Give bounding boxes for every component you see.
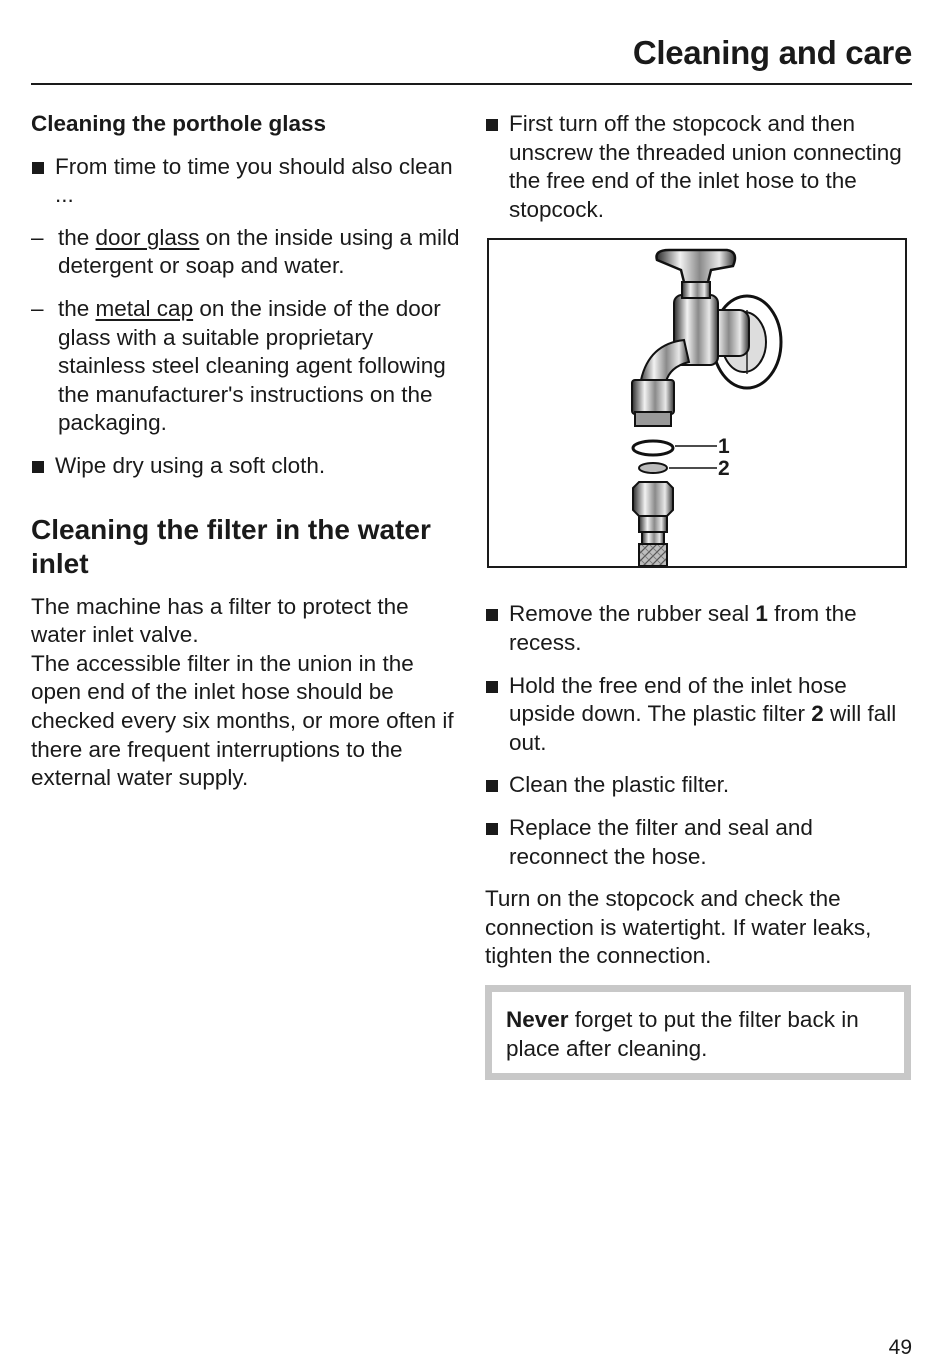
header-divider <box>31 83 912 85</box>
step-turn-off-stopcock <box>485 110 915 224</box>
warning-note-box <box>485 985 911 1080</box>
wipe-dry-text: Wipe dry using a soft cloth. <box>55 452 326 478</box>
step-hold-hose <box>485 672 915 758</box>
dash-icon: – <box>31 295 44 321</box>
warning-note-bold: Never <box>506 1006 569 1032</box>
bullet-square-icon <box>486 780 498 792</box>
step-remove-seal <box>485 600 915 657</box>
porthole-intro-item <box>31 153 461 210</box>
step-remove-seal-number: 1 <box>755 601 768 627</box>
bullet-square-icon <box>486 681 498 693</box>
porthole-heading: Cleaning the porthole glass <box>31 111 327 136</box>
rubber-seal <box>633 441 673 455</box>
metal-cap-term: metal cap <box>95 295 194 321</box>
plastic-filter <box>639 463 667 473</box>
callout-label-1: 1 <box>718 435 730 459</box>
closing-paragraph: Turn on the stopcock and check the connection is watertight. If water leaks, tighten the connection. <box>485 886 872 969</box>
step-hold-hose-before: Hold the free end of the inlet hose upside down. The plastic filter <box>509 672 847 727</box>
page-number: 49 <box>888 1336 912 1359</box>
filter-section-heading: Cleaning the filter in the water inlet <box>31 513 431 579</box>
left-column <box>31 110 461 793</box>
filter-paragraph-2: The accessible filter in the union in the open end of the inlet hose should be checked every six months, or more often if there are frequent interruptions to the external water supply. <box>31 650 454 791</box>
step-clean-filter <box>485 771 915 800</box>
metal-cap-item <box>31 295 461 438</box>
door-glass-item <box>31 224 461 281</box>
page-header-title: Cleaning and care <box>632 34 912 71</box>
step-replace-filter <box>485 814 915 871</box>
door-glass-term: door glass <box>95 224 200 250</box>
step-replace-filter-text: Replace the filter and seal and reconnect the hose. <box>509 814 813 869</box>
wipe-dry-item <box>31 452 461 481</box>
stopcock-illustration <box>487 238 907 568</box>
step-hold-hose-after: will fall out. <box>509 701 897 755</box>
step-remove-seal-before: Remove the rubber seal <box>509 601 756 627</box>
step-turn-off-text: First turn off the stopcock and then unscrew the threaded union connecting the free end of the inlet hose to the stopcock. <box>509 111 902 222</box>
step-clean-filter-text: Clean the plastic filter. <box>509 772 730 798</box>
callout-label-2: 2 <box>718 457 730 481</box>
door-glass-prefix: the <box>58 224 96 250</box>
step-remove-seal-after: from the recess. <box>509 601 857 655</box>
warning-note-text: forget to put the filter back in place after cleaning. <box>506 1006 859 1061</box>
metal-cap-prefix: the <box>58 295 96 321</box>
filter-paragraph-1: The machine has a filter to protect the water inlet valve. <box>31 593 409 648</box>
stopcock-hose-drawing <box>489 240 905 566</box>
bullet-square-icon <box>486 823 498 835</box>
dash-icon: – <box>31 224 44 250</box>
step-hold-hose-number: 2 <box>811 701 824 727</box>
door-glass-suffix: on the inside using a mild detergent or soap and water. <box>58 224 460 279</box>
bullet-square-icon <box>486 609 498 621</box>
bullet-square-icon <box>32 461 44 473</box>
right-column <box>485 110 915 1080</box>
porthole-intro-text: From time to time you should also clean ... <box>55 153 453 208</box>
bullet-square-icon <box>486 119 498 131</box>
bullet-square-icon <box>32 162 44 174</box>
metal-cap-suffix: on the inside of the door glass with a suitable proprietary stainless steel cleaning agent following the manufacturer's instructions on the packaging. <box>58 295 446 436</box>
